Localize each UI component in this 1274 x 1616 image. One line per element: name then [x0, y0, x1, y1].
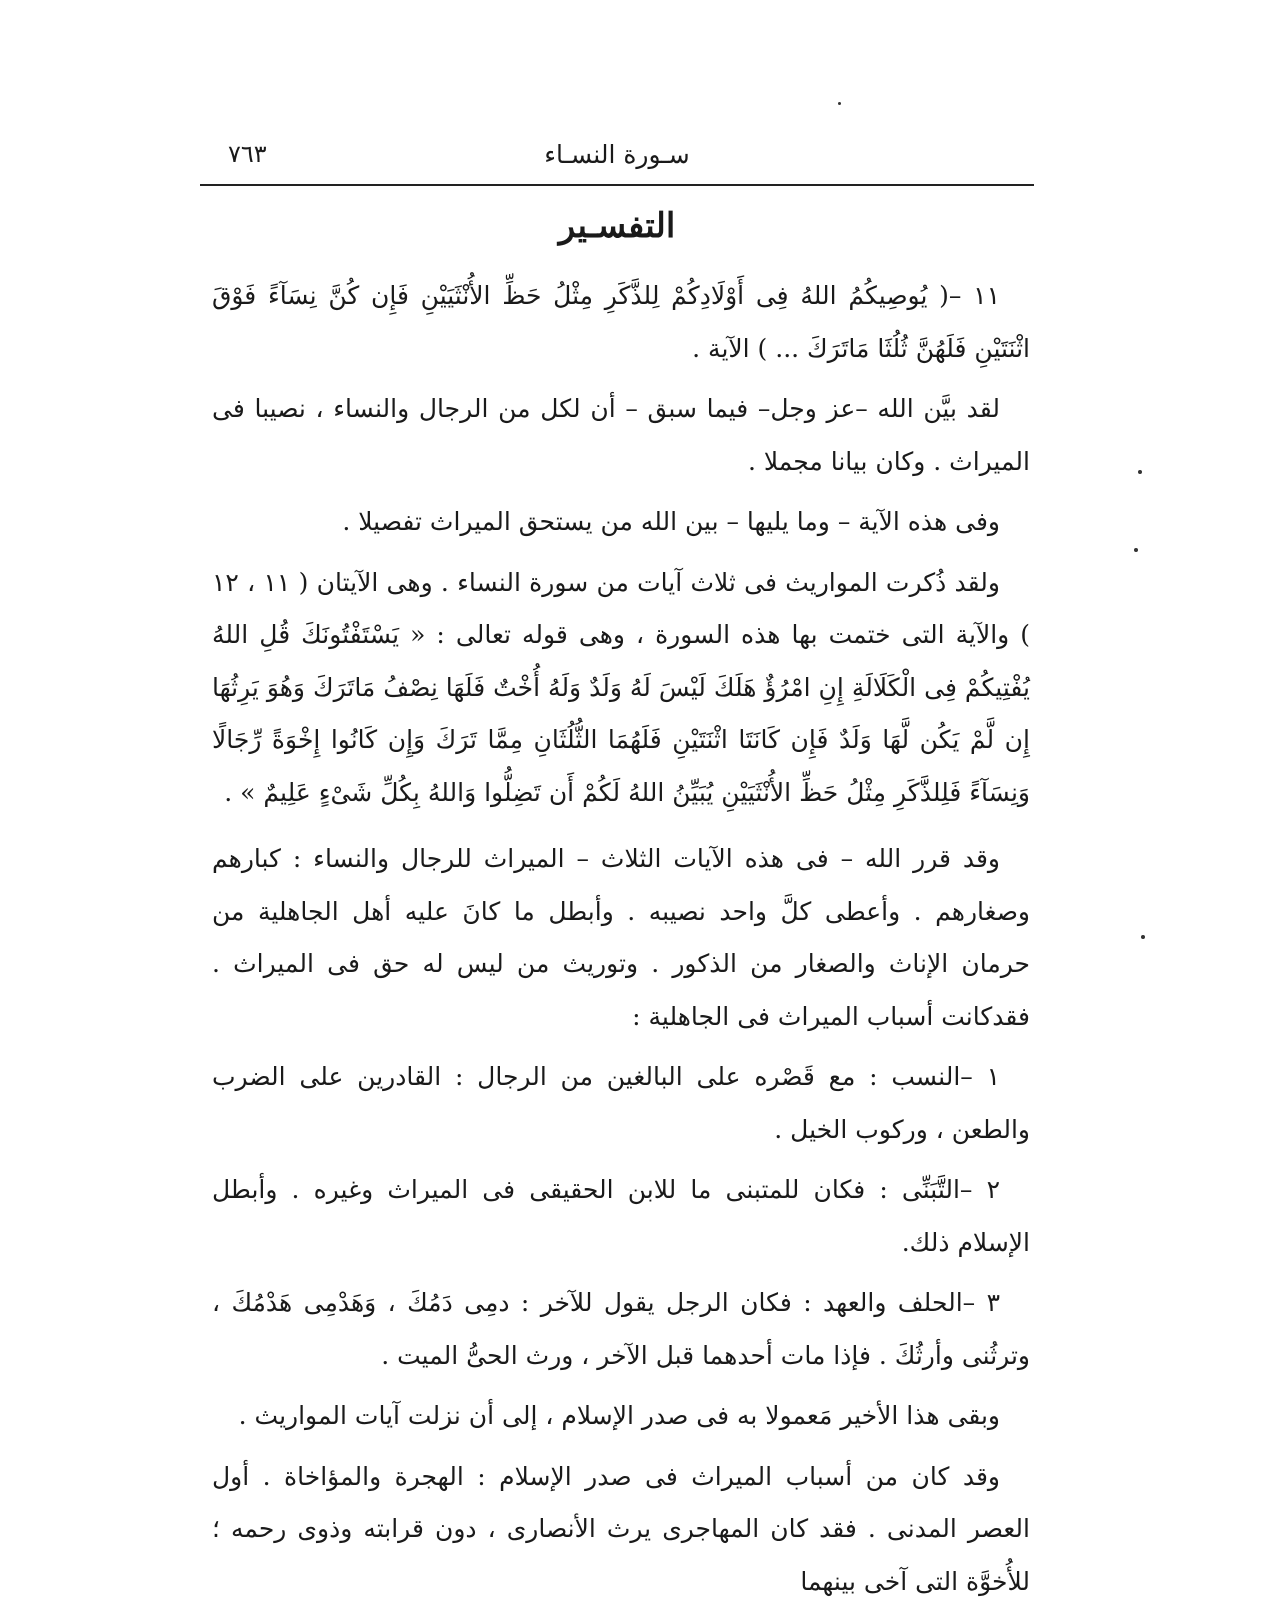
section-heading: التفسـير [558, 206, 676, 246]
paragraph: وفى هذه الآية – وما يليها – بين الله من يستحق الميراث تفصيلا . [342, 507, 1000, 536]
paragraph: ولقد ذُكرت المواريث فى ثلاث آيات من سورة النساء . وهى الآيتان ( ١١ ، ١٢ ) والآية التى ختمت بها هذه السورة ، وهى قوله تعالى : « يَسْتَفْتُونَكَ قُلِ اللهُ يُفْتِيكُمْ فِى الْكَلَالَةِ إِنِ امْرُؤٌ هَلَكَ لَيْسَ لَهُ وَلَدٌ وَلَهُ أُخْتٌ فَلَهَا نِصْفُ مَاتَرَكَ وَهُوَ يَرِثُهَا إِن لَّمْ يَكُن لَّهَا وَلَدٌ فَإِن كَانَتَا اثْنَتَيْنِ فَلَهُمَا الثُّلُثَانِ مِمَّا تَرَكَ وَإِن كَانُوا إِخْوَةً رِّجَالًا وَنِسَآءً فَلِلذَّكَرِ مِثْلُ حَظِّ الأُنْثَيَيْنِ يُبَيِّنُ اللهُ لَكُمْ أَن تَضِلُّوا وَاللهُ بِكُلِّ شَىْءٍ عَلِيمٌ » . [212, 567, 1030, 807]
verse-paragraph: ١١ –( يُوصِيكُمُ اللهُ فِى أَوْلَادِكُمْ لِلذَّكَرِ مِثْلُ حَظِّ الأُنْثَيَيْنِ فَإِن كُنَّ نِسَآءً فَوْقَ اثْنَتَيْنِ فَلَهُنَّ ثُلُثَا مَاتَرَكَ ... ) الآية . [212, 281, 1030, 363]
list-item: ١ –النسب : مع قَصْره على البالغين من الرجال : القادرين على الضرب والطعن ، وركوب الخيل . [212, 1062, 1030, 1144]
page-number: ٧٦٣ [228, 140, 267, 168]
scan-speck [838, 102, 841, 105]
scan-speck [1141, 935, 1145, 939]
body-text [212, 270, 1030, 1616]
paragraph: وقد قرر الله – فى هذه الآيات الثلاث – الميراث للرجال والنساء : كبارهم وصغارهم . وأعطى كلَّ واحد نصيبه . وأبطل ما كانَ عليه أهل الجاهلية من حرمان الإناث والصغار من الذكور . وتوريث من ليس له حق فى الميراث . فقدكانت أسباب الميراث فى الجاهلية : [212, 844, 1030, 1031]
page-header [200, 140, 1034, 186]
scan-speck [1134, 548, 1138, 552]
list-item: ٣ –الحلف والعهد : فكان الرجل يقول للآخر : دمِى دَمُكَ ، وَهَدْمِى هَدْمُكَ ، وترثُنى وأرثُكَ . فإذا مات أحدهما قبل الآخر ، ورث الحىُّ الميت . [212, 1288, 1030, 1370]
paragraph: وقد كان من أسباب الميراث فى صدر الإسلام : الهجرة والمؤاخاة . أول العصر المدنى . فقد كان المهاجرى يرث الأنصارى ، دون قرابته وذوى رحمه ؛ للأُخوَّة التى آخى بينهما [212, 1461, 1030, 1596]
running-title: سـورة النسـاء [544, 140, 690, 169]
paragraph: لقد بيَّن الله –عز وجل– فيما سبق – أن لكل من الرجال والنساء ، نصيبا فى الميراث . وكان بيانا مجملا . [212, 394, 1030, 476]
scan-speck [1138, 470, 1142, 474]
list-item: ٢ –التَّبَنِّى : فكان للمتبنى ما للابن الحقيقى فى الميراث وغيره . وأبطل الإسلام ذلك. [212, 1175, 1030, 1257]
paragraph: وبقى هذا الأخير مَعمولا به فى صدر الإسلام ، إلى أن نزلت آيات المواريث . [238, 1401, 1000, 1430]
